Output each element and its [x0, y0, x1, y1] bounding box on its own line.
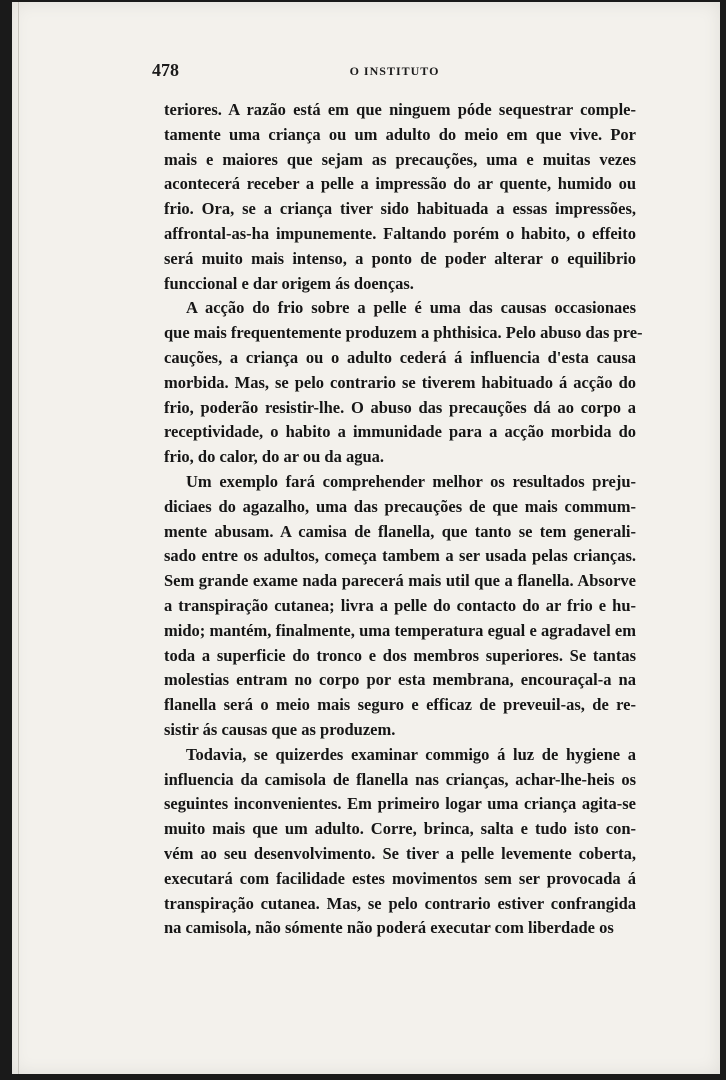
running-title: O INSTITUTO [349, 64, 440, 78]
text-line: frio, poderão resistir-lhe. O abuso das precauções dá ao corpo a [164, 397, 636, 417]
text-line: receptividade, o habito a immunidade para a acção morbida do [164, 422, 636, 442]
text-line: tamente uma criança ou um adulto do meio em que vive. Por [164, 124, 636, 144]
text-line: teriores. A razão está em que ninguem póde sequestrar comple- [164, 100, 636, 119]
text-line: molestias entram no corpo por esta membrana, encouraçal-a na [164, 670, 636, 690]
text-line: executará com facilidade estes movimentos sem ser provocada á [164, 868, 636, 888]
page-header [152, 60, 637, 84]
text-line: funccional e dar origem ás doenças. [164, 273, 414, 293]
text-line: vém ao seu desenvolvimento. Se tiver a pelle levemente coberta, [164, 843, 636, 863]
text-line: a transpiração cutanea; livra a pelle do contacto do ar frio e hu- [164, 595, 636, 615]
paragraph [164, 296, 643, 470]
page-edge-rule [18, 2, 19, 1074]
text-line: flanella será o meio mais seguro e efficaz de preveuil-as, de re- [164, 695, 636, 715]
text-line: Sem grande exame nada parecerá mais util que a flanella. Absorve [164, 571, 636, 591]
body-text [164, 98, 643, 941]
text-line: Todavia, se quizerdes examinar commigo á luz de hygiene a [186, 744, 636, 764]
text-line: que mais frequentemente produzem a phthisica. Pelo abuso das pre- [164, 323, 643, 343]
text-line: cauções, a criança ou o adulto cederá á influencia d'esta causa [164, 347, 636, 367]
text-line: sado entre os adultos, começa tambem a ser usada pelas crianças. [164, 546, 636, 566]
text-line: acontecerá receber a pelle a impressão do ar quente, humido ou [164, 174, 636, 194]
text-line: mais e maiores que sejam as precauções, uma e muitas vezes [164, 149, 636, 169]
text-line: sistir ás causas que as produzem. [164, 719, 396, 739]
paragraph [164, 743, 636, 941]
text-line: influencia da camisola de flanella nas crianças, achar-lhe-heis os [164, 769, 636, 789]
paragraph [164, 470, 636, 743]
text-line: será muito mais intenso, a ponto de poder alterar o equilibrio [164, 248, 636, 268]
text-line: diciaes do agazalho, uma das precauções de que mais commum- [164, 496, 636, 516]
text-line: mido; mantém, finalmente, uma temperatura egual e agradavel em [164, 620, 636, 640]
text-line: morbida. Mas, se pelo contrario se tiverem habituado á acção do [164, 372, 636, 392]
text-line: muito mais que um adulto. Corre, brinca, salta e tudo isto con- [164, 819, 636, 839]
text-line: frio. Ora, se a criança tiver sido habituada a essas impressões, [164, 199, 636, 219]
text-line: Um exemplo fará comprehender melhor os resultados preju- [186, 471, 636, 491]
text-line: mente abusam. A camisa de flanella, que tanto se tem generali- [164, 521, 636, 541]
text-line: frio, do calor, do ar ou da agua. [164, 447, 385, 467]
text-line: toda a superficie do tronco e dos membros superiores. Se tantas [164, 645, 636, 665]
page-number: 478 [152, 60, 179, 80]
text-line: seguintes inconvenientes. Em primeiro logar uma criança agita-se [164, 794, 636, 814]
paragraph [164, 98, 636, 296]
text-line: transpiração cutanea. Mas, se pelo contrario estiver confrangida [164, 893, 636, 913]
text-line: affrontal-as-ha impunemente. Faltando porém o habito, o effeito [164, 223, 636, 243]
text-line: A acção do frio sobre a pelle é uma das causas occasionaes [186, 298, 636, 318]
text-line: na camisola, não sómente não poderá executar com liberdade os [164, 918, 614, 938]
